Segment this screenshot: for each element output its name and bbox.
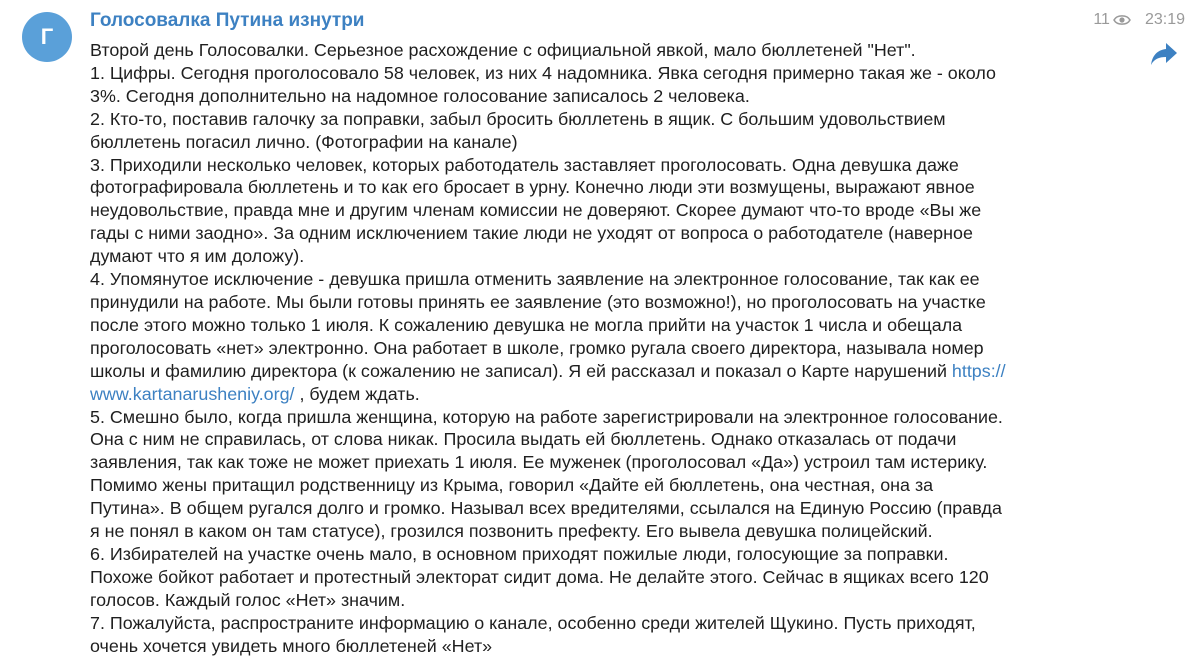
message-line-text: , будем ждать. <box>294 383 420 404</box>
karta-link-part2[interactable]: www.kartanarusheniy.org/ <box>90 383 295 404</box>
message-line: фотографировала бюллетень и то как его бросает в урну. Конечно люди эти возмущены, выражают явное <box>90 177 975 198</box>
message-line: 7. Пожалуйста, распространите информацию о канале, особенно среди жителей Щукино. Пусть приходят, <box>90 612 976 633</box>
message-time: 23:19 <box>1144 11 1185 28</box>
avatar-letter: Г <box>40 24 54 49</box>
karta-link-part1[interactable]: https:// <box>951 360 1006 381</box>
message-line <box>90 383 1130 406</box>
message-line: Похоже бойкот работает и протестный электорат сидит дома. Не делайте этого. Сейчас в ящиках всего 120 <box>90 566 989 587</box>
message-line: неудовольствие, правда мне и другим членам комиссии не доверяют. Скорее думают что-то вроде «Вы же <box>90 200 982 221</box>
message-line: 4. Упомянутое исключение - девушка пришла отменить заявление на электронное голосование, так как ее <box>90 269 980 290</box>
message-line: очень хочется увидеть много бюллетеней «Нет» <box>90 635 493 656</box>
message-line: 3. Приходили несколько человек, которых работодатель заставляет проголосовать. Одна девушка даже <box>90 154 959 175</box>
message-line: голосов. Каждый голос «Нет» значим. <box>90 589 406 610</box>
message-line: гады с ними заодно». За одним исключением такие люди не уходят от вопроса о работодателе (наверное <box>90 223 973 244</box>
message-line: Путина». В общем ругался долго и громко. Называл всех вредителями, ссылался на Единую Россию (правда <box>90 498 1002 519</box>
message-line: 3%. Сегодня дополнительно на надомное голосование записалось 2 человека. <box>90 85 750 106</box>
message-line: 6. Избирателей на участке очень мало, в основном приходят пожилые люди, голосующие за поправки. <box>90 543 949 564</box>
message-line <box>90 360 1130 383</box>
message-line: 1. Цифры. Сегодня проголосовало 58 человек, из них 4 надомника. Явка сегодня примерно такая же - около <box>90 62 996 83</box>
eye-icon <box>1113 13 1131 27</box>
message-line: принудили на работе. Мы были готовы принять ее заявление (это возможно!), но проголосовать на участке <box>90 291 986 312</box>
views-count: 11 <box>1093 11 1110 28</box>
message-line: Второй день Голосовалки. Серьезное расхождение с официальной явкой, мало бюллетеней "Нет". <box>90 40 916 60</box>
message-line-text: школы и фамилию директора (к сожалению не записал). Я ей рассказал и показал о Карте нарушений <box>90 360 952 381</box>
forward-arrow-icon[interactable] <box>1149 40 1179 68</box>
message-meta <box>1093 11 1185 29</box>
message-line: после этого можно только 1 июля. К сожалению девушка не могла прийти на участок 1 числа и обещала <box>90 314 963 335</box>
message-line: проголосовать «нет» электронно. Она работает в школе, громко ругала своего директора, называла номер <box>90 337 984 358</box>
channel-name[interactable]: Голосовалка Путина изнутри <box>90 10 365 31</box>
message-line: думают что я им доложу). <box>90 246 305 267</box>
message-line: я не понял в каком он там статусе), грозился позвонить префекту. Его вывела девушка полицейский. <box>90 521 933 542</box>
message-line: Она с ним не справилась, от слова никак. Просила выдать ей бюллетень. Однако отказалась от подачи <box>90 429 957 450</box>
message-line: бюллетень погасил лично. (Фотографии на канале) <box>90 131 518 152</box>
message-line: заявления, так как тоже не может приехать 1 июля. Ее муженек (проголосовал «Да») устроил там истерику. <box>90 452 988 473</box>
message-line: 5. Смешно было, когда пришла женщина, которую на работе зарегистрировали на электронное голосование. <box>90 406 1003 427</box>
message-line: Помимо жены притащил родственницу из Крыма, говорил «Дайте ей бюллетень, она честная, она за <box>90 475 934 496</box>
channel-avatar[interactable] <box>22 12 72 62</box>
message-line: 2. Кто-то, поставив галочку за поправки, забыл бросить бюллетень в ящик. С большим удовольствием <box>90 108 946 129</box>
message-text <box>90 39 1130 657</box>
